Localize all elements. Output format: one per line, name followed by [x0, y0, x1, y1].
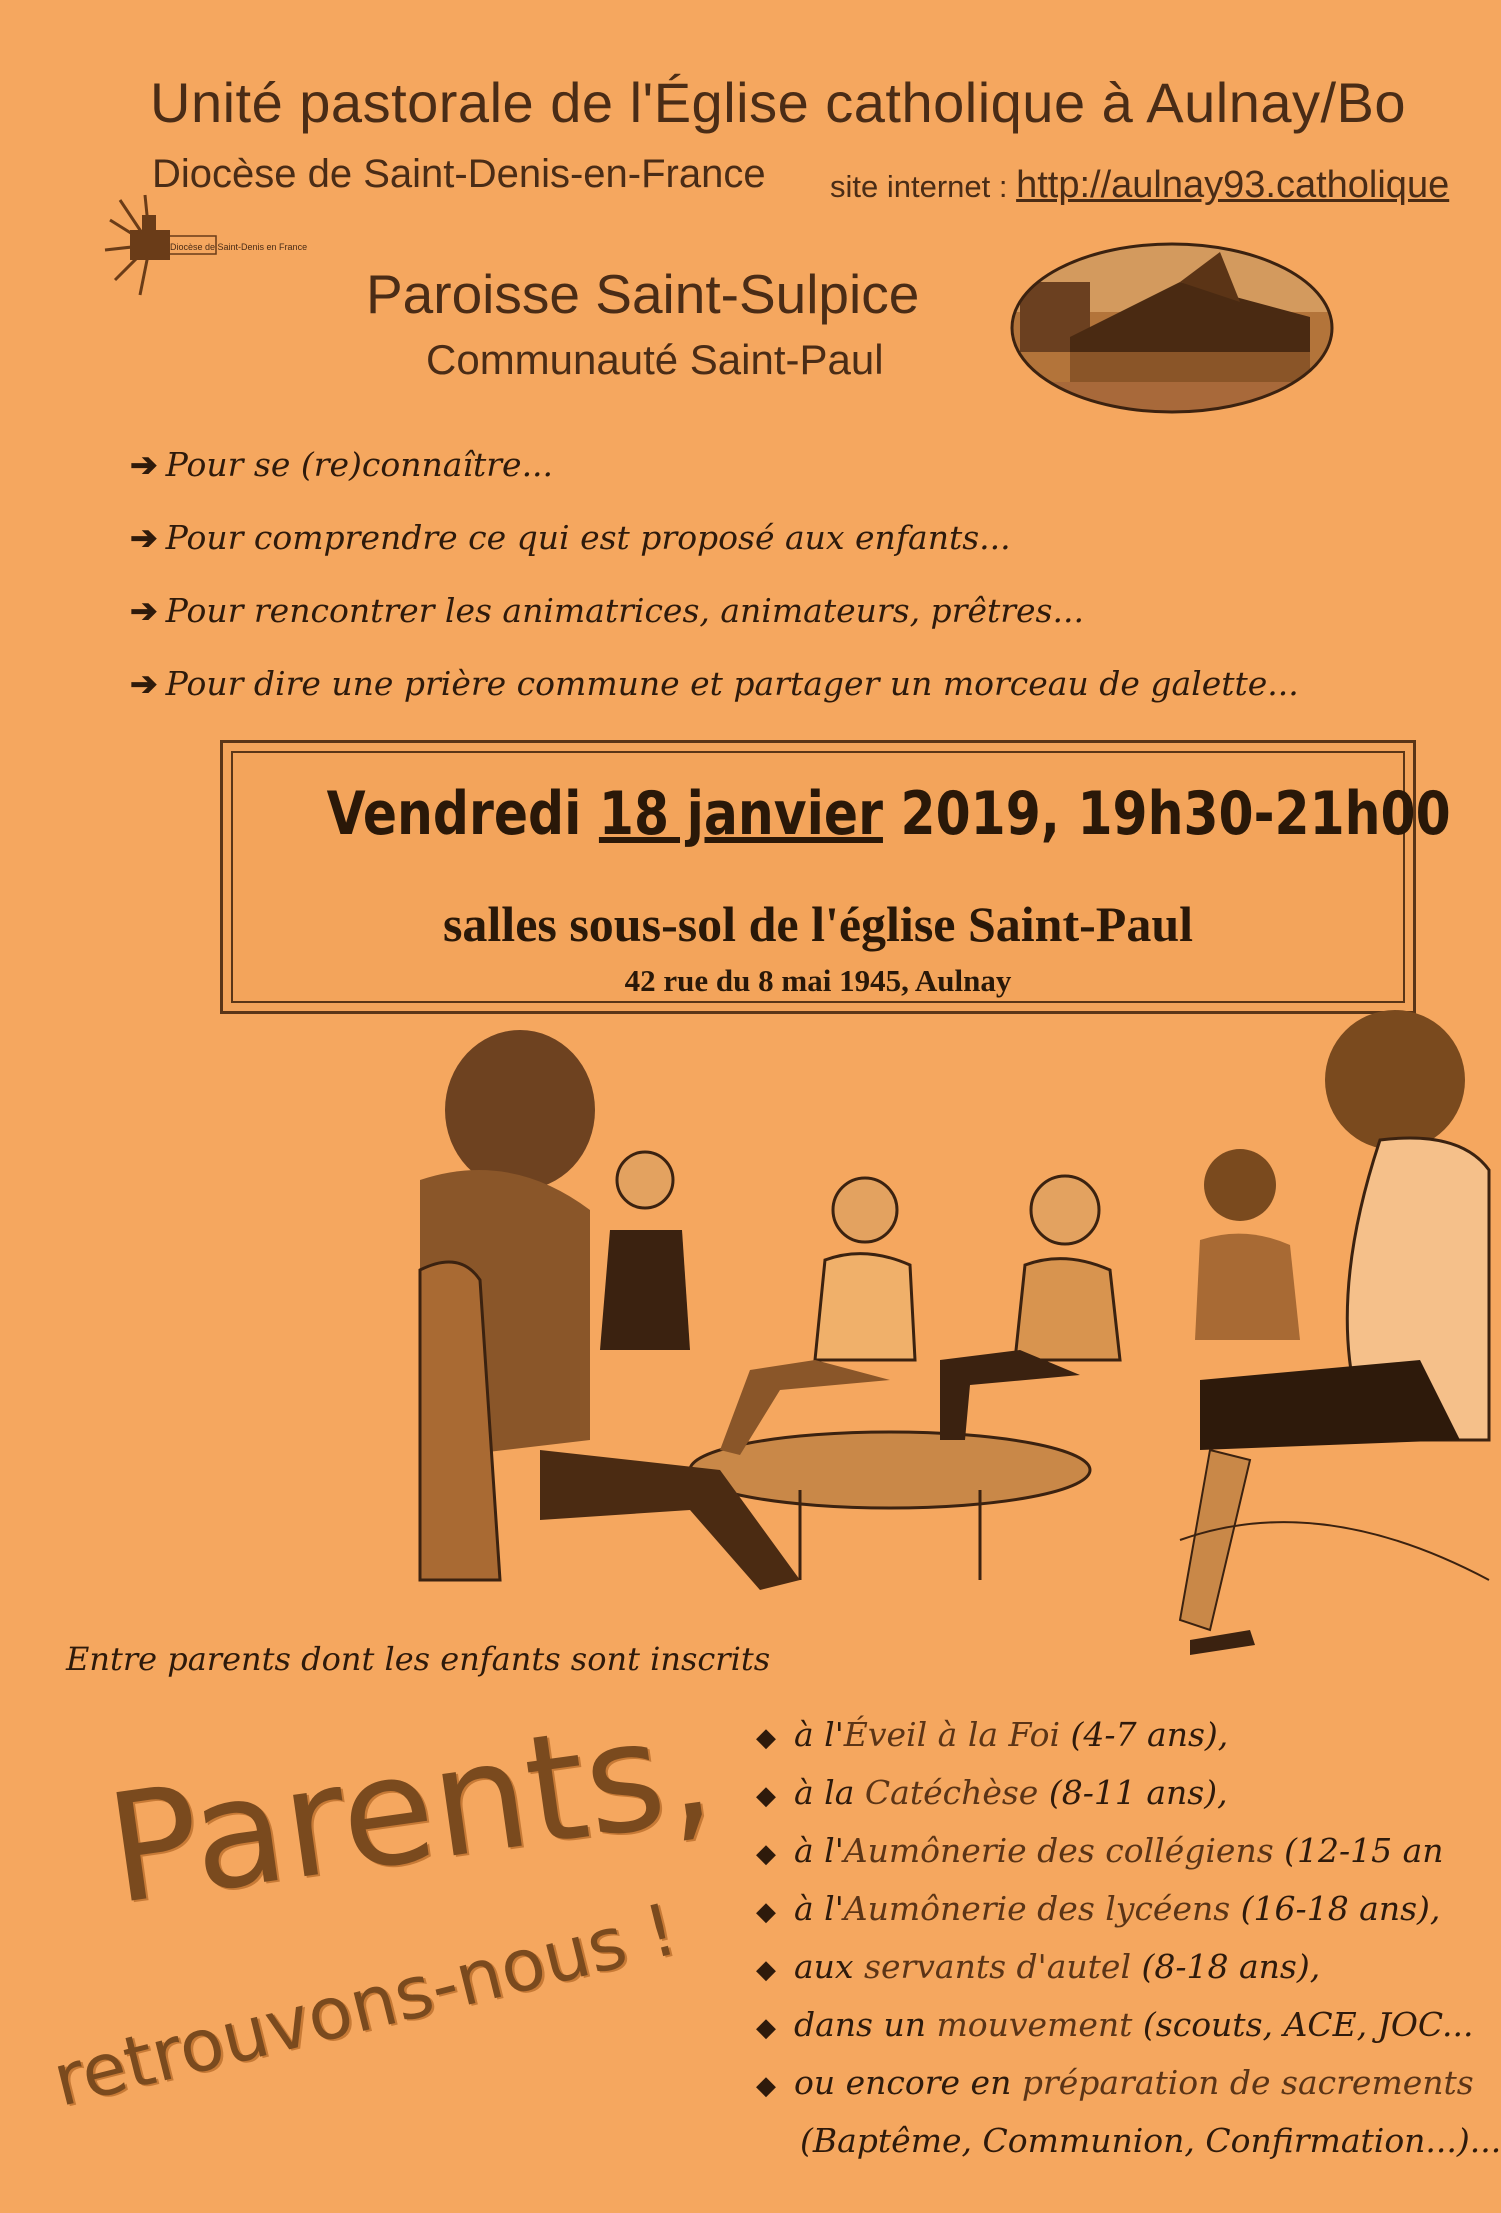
program-item: ◆ aux servants d'autel (8-18 ans), [756, 1947, 1321, 1986]
program-item: ◆ dans un mouvement (scouts, ACE, JOC... [756, 2005, 1474, 2044]
website-line [830, 164, 1449, 207]
diocese-logo [100, 190, 308, 300]
event-place: salles sous-sol de l'église Saint-Paul [442, 896, 1194, 952]
program-item: ◆ ou encore en préparation de sacrements [756, 2063, 1474, 2102]
intro-line: Entre parents dont les enfants sont inscrits [66, 1640, 771, 1678]
diamond-bullet-icon: ◆ [756, 2013, 776, 2043]
diamond-bullet-icon: ◆ [756, 1781, 776, 1811]
parents-meeting-illustration [420, 1020, 1489, 1670]
goal-item: ➔ Pour dire une prière commune et partager un morceau de galette... [130, 664, 1299, 703]
event-address: 42 rue du 8 mai 1945, Aulnay [624, 963, 1012, 998]
diamond-bullet-icon: ◆ [756, 2071, 776, 2101]
website-link[interactable]: http://aulnay93.catholique [1016, 164, 1450, 206]
header-title: Unité pastorale de l'Église catholique à Aulnay/Bo [150, 71, 1407, 134]
parish-name: Paroisse Saint-Sulpice [366, 263, 920, 325]
diamond-bullet-icon: ◆ [756, 1839, 776, 1869]
program-continuation: (Baptême, Communion, Confirmation...)... [800, 2121, 1501, 2160]
program-item: ◆ à l'Aumônerie des collégiens (12-15 an [756, 1831, 1444, 1870]
event-date: Vendredi 18 janvier 2019, 19h30-21h00 [326, 779, 1451, 849]
goal-item: ➔ Pour rencontrer les animatrices, animateurs, prêtres... [130, 591, 1084, 630]
website-label: site internet : [830, 169, 1008, 204]
goals-list [130, 428, 1299, 720]
arrow-right-icon: ➔ [130, 664, 158, 703]
program-item: ◆ à l'Éveil à la Foi (4-7 ans), [756, 1715, 1229, 1754]
diamond-bullet-icon: ◆ [756, 1897, 776, 1927]
goal-item: ➔ Pour comprendre ce qui est proposé aux enfants... [130, 518, 1011, 557]
program-item: ◆ à l'Aumônerie des lycéens (16-18 ans), [756, 1889, 1441, 1928]
diamond-bullet-icon: ◆ [756, 1955, 776, 1985]
arrow-right-icon: ➔ [130, 591, 158, 630]
diamond-bullet-icon: ◆ [756, 1723, 776, 1753]
logo-text: Diocèse de Saint-Denis en France [170, 242, 308, 252]
program-item: ◆ à la Catéchèse (8-11 ans), [756, 1773, 1228, 1812]
diocese-name: Diocèse de Saint-Denis-en-France [152, 152, 766, 196]
slogan-retrouvons: retrouvons-nous ! [44, 1886, 685, 2123]
event-box [220, 740, 1451, 1014]
church-photo [1010, 242, 1334, 414]
programs-list [756, 1706, 1501, 2170]
arrow-right-icon: ➔ [130, 445, 158, 484]
slogan-parents: Parents, [97, 1681, 723, 1939]
goal-item: ➔ Pour se (re)connaître... [130, 445, 554, 484]
arrow-right-icon: ➔ [130, 518, 158, 557]
event-box-frame [231, 751, 1451, 1003]
community-name: Communauté Saint-Paul [426, 336, 884, 383]
